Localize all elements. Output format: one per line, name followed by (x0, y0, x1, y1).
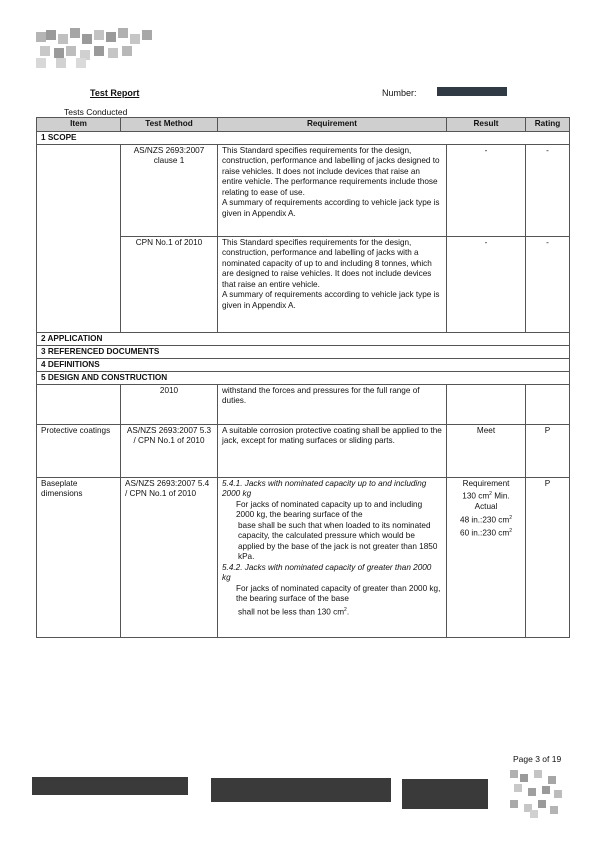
section-title-referenced-documents: 3 REFERENCED DOCUMENTS (37, 345, 570, 358)
section-row (37, 358, 570, 371)
section-title-definitions: 4 DEFINITIONS (37, 358, 570, 371)
item-cell: Baseplate dimensions (37, 477, 121, 637)
redacted-report-number (437, 87, 507, 96)
page-number: Page 3 of 19 (513, 754, 562, 764)
requirement-text: This Standard specifies requirements for the design, construction, performance and labelling of jacks with a nominated capacity of up to and including 8 tonnes, which are designed to raise vehicles. It does not include devices that raise an entire vehicle. (222, 237, 432, 289)
result-cell: - (447, 144, 526, 236)
rating-cell: - (526, 144, 570, 236)
section-row (37, 332, 570, 345)
section-title-application: 2 APPLICATION (37, 332, 570, 345)
result-min-value: 130 $cm^2$ Min. (462, 491, 510, 501)
table-row (37, 477, 570, 637)
qr-code (510, 770, 562, 818)
section-row (37, 345, 570, 358)
section-row (37, 371, 570, 384)
rating-cell: - (526, 236, 570, 332)
test-method-cell: AS/NZS 2693:2007 clause 1 (121, 144, 218, 236)
clause-title: 5.4.1. Jacks with nominated capacity up to and including 2000 kg (222, 478, 427, 498)
rating-cell: P (526, 424, 570, 477)
requirement-text: A summary of requirements according to vehicle jack type is given in Appendix A. (222, 290, 440, 310)
column-header-test-method: Test Method (121, 118, 218, 132)
rating-cell: P (526, 477, 570, 637)
test-method-cell: AS/NZS 2693:2007 5.3 / CPN No.1 of 2010 (121, 424, 218, 477)
section-caption: Tests Conducted (64, 107, 128, 117)
result-cell: - (447, 236, 526, 332)
clause-text: base shall be such that when loaded to its nominated capacity, the calculated pressure which would be applied by the base of the jack is not greater than 1850 kPa. (238, 520, 438, 561)
redacted-footer-block (32, 777, 188, 795)
requirement-text: This Standard specifies requirements for the design, construction, performance and labelling of jacks designed to raise vehicles. It does not include devices that raise an entire vehicle. The performance requirements include those relating to ease of use. (222, 145, 440, 197)
report-title: Test Report (90, 88, 140, 98)
result-actual-60: 60 in.:230 $cm^2$ (460, 527, 512, 538)
item-cell (37, 144, 121, 332)
result-actual-48: 48 in.:230 $cm^2$ (460, 514, 512, 525)
requirement-cell (218, 477, 447, 637)
requirement-cell: withstand the forces and pressures for the full range of duties. (218, 384, 447, 424)
redacted-footer-block (211, 778, 391, 802)
rating-cell (526, 384, 570, 424)
clause-text: For jacks of nominated capacity up to and including 2000 kg, the bearing surface of the (236, 499, 423, 519)
section-title-design-construction: 5 DESIGN AND CONSTRUCTION (37, 371, 570, 384)
column-header-item: Item (37, 118, 121, 132)
requirement-text: A summary of requirements according to vehicle jack type is given in Appendix A. (222, 198, 440, 218)
table-row (37, 384, 570, 424)
result-requirement-label: Requirement (462, 478, 510, 488)
column-header-requirement: Requirement (218, 118, 447, 132)
section-title-scope: 1 SCOPE (37, 131, 570, 144)
column-header-result: Result (447, 118, 526, 132)
section-row (37, 131, 570, 144)
requirement-cell: A suitable corrosion protective coating shall be applied to the jack, except for mating surfaces or sliding parts. (218, 424, 447, 477)
item-cell: Protective coatings (37, 424, 121, 477)
table-row (37, 424, 570, 477)
clause-text: shall not be less than 130 $cm^2$. (238, 606, 350, 617)
redacted-footer-block (402, 779, 488, 809)
table-row (37, 144, 570, 236)
column-header-rating: Rating (526, 118, 570, 132)
tests-table (36, 117, 570, 638)
company-logo (36, 26, 156, 68)
requirement-cell (218, 144, 447, 236)
test-method-cell: 2010 (121, 384, 218, 424)
result-cell (447, 384, 526, 424)
item-cell (37, 384, 121, 424)
report-number-label: Number: (382, 88, 417, 98)
result-cell (447, 477, 526, 637)
test-method-cell: AS/NZS 2693:2007 5.4 / CPN No.1 of 2010 (121, 477, 218, 637)
table-header-row (37, 118, 570, 132)
clause-text: For jacks of nominated capacity of greater than 2000 kg, the bearing surface of the base (236, 583, 441, 603)
result-actual-label: Actual (474, 502, 498, 512)
requirement-cell (218, 236, 447, 332)
clause-title: 5.4.2. Jacks with nominated capacity of greater than 2000 kg (222, 562, 432, 582)
test-method-cell: CPN No.1 of 2010 (121, 236, 218, 332)
result-cell: Meet (447, 424, 526, 477)
